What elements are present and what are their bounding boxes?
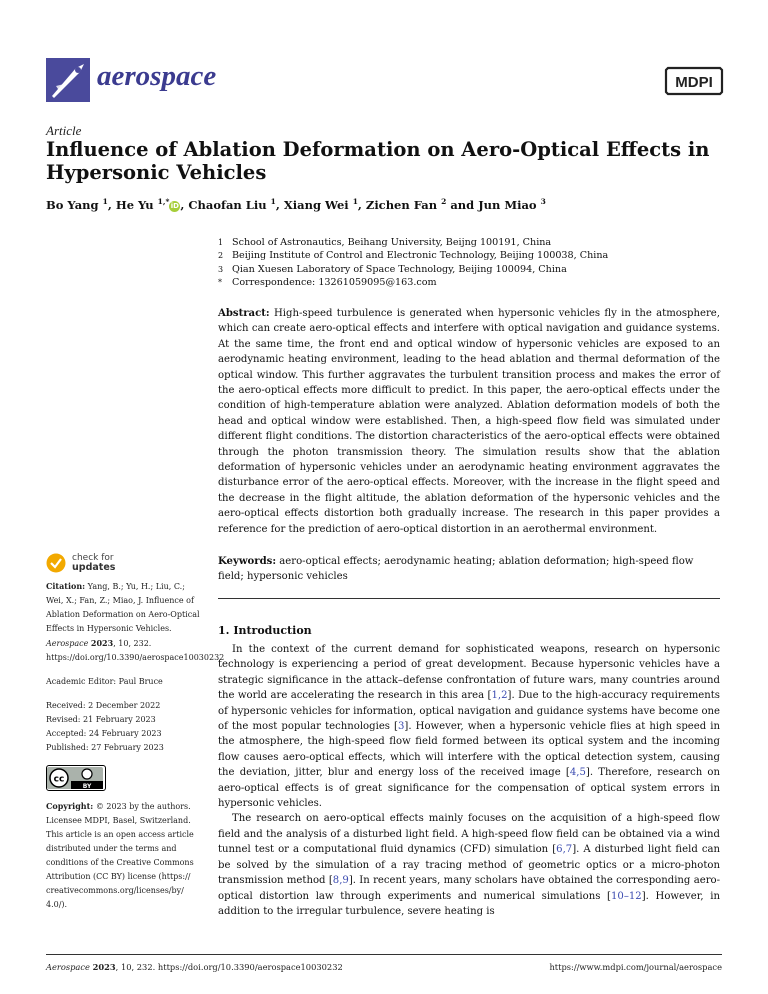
- published-date: Published: 27 February 2023: [46, 743, 164, 752]
- check-for-updates-button[interactable]: check for updates: [46, 553, 115, 573]
- author-name: Bo Yang: [46, 197, 99, 212]
- keywords: Keywords: aero-optical effects; aerodynamic heating; ablation deformation; high-speed flow field; hypersonic vehicles: [218, 556, 694, 583]
- reference-link[interactable]: 6,7: [556, 844, 573, 856]
- section-divider: [218, 598, 720, 599]
- revised-date: Revised: 21 February 2023: [46, 715, 156, 724]
- orcid-icon[interactable]: iD: [170, 201, 179, 210]
- paragraph-text: ]. However, in addition to the irregular turbulence, severe heating is: [218, 890, 720, 917]
- creative-commons-icon: [47, 767, 103, 789]
- reference-link[interactable]: 8,9: [332, 875, 349, 887]
- mdpi-logo-icon: [664, 66, 724, 96]
- author-name: He Yu: [115, 197, 154, 212]
- cc-by-license-badge[interactable]: [46, 765, 204, 791]
- svg-text:BY: BY: [82, 783, 92, 789]
- paragraph-text: ]. Due to the high-accuracy requirements of hypersonic vehicles for information, optical navigation and guidance systems have become one of the most popular technologies [: [218, 690, 720, 733]
- academic-editor: Academic Editor: Paul Bruce: [46, 677, 163, 686]
- section-heading: 1. Introduction: [218, 624, 312, 637]
- accepted-date: Accepted: 24 February 2023: [46, 729, 162, 738]
- author-name: Chaofan Liu: [188, 197, 267, 212]
- citation: Citation: Yang, B.; Yu, H.; Liu, C.; Wei, X.; Fan, Z.; Miao, J. Influence of Ablation Deformation on Aero-Optical Effects in Hypersonic Vehicles. Aerospace 2023, 10, 232. https://doi.org/10.3390/aerospace10030232: [46, 581, 225, 662]
- reference-link[interactable]: 3: [397, 721, 405, 733]
- sidebar-metadata: [46, 579, 225, 922]
- paragraph-text: ]. However, when a hypersonic vehicle flies at high speed in the atmosphere, the high-speed flow field formed between its optical system and the incoming flow causes aero-optical effects, which will interfere with the optical detection system, causing the deviation, jitter, blur and energy loss of the received image [: [218, 721, 720, 779]
- affiliations: 1 School of Astronautics, Beihang University, Beijng 100191, China 2 Beijing Institute of Control and Electronic Technology, Beijing 100038, China 3 Qian Xuesen Laboratory of Space Technology, Beijing 100094, China * Correspondence: 13261059095@163.com: [218, 237, 609, 288]
- abstract: Abstract: High-speed turbulence is generated when hypersonic vehicles fly in the atmosphere, which can create aero-optical effects and interfere with optical navigation and guidance systems. At the same time, the front end and optical window of hypersonic vehicles are exposed to an aerodynamic heating environment, leading to the head ablation and thermal deformation of the optical window. This further aggravates the turbulent transition process and makes the error of the aero-optical effects more difficult to predict. In this paper, the aero-optical effects under the condition of high-temperature ablation were analyzed. Ablation deformation models of both the head and optical window were established. Then, a high-speed flow field was simulated under different flight conditions. The distortion characteristics of the aero-optical effects were obtained through the photon transmission theory. The simulation results show that the ablation deformation of hypersonic vehicles under an aerodynamic heating environment aggravates the disturbance error of the aero-optical effects. Moreover, with the increase in the flight speed and the decrease in the flight altitude, the ablation deformation of the hypersonic vehicles and the aero-optical effects distortion both gradually increase. The research in this paper provides a reference for the prediction of aero-optical distortion in an aerothermal environment.: [218, 308, 720, 535]
- article-type: Article: [46, 123, 82, 138]
- paragraph: [218, 811, 720, 919]
- check-updates-icon: [46, 553, 66, 573]
- author-name: Zichen Fan: [365, 197, 438, 212]
- page-footer: [46, 962, 722, 972]
- footer-citation: Aerospace 2023, 10, 232. https://doi.org/10.3390/aerospace10030232: [46, 962, 343, 972]
- correspondence: Correspondence: 13261059095@163.com: [232, 276, 437, 288]
- affiliation: School of Astronautics, Beihang University, Beijng 100191, China: [232, 237, 552, 248]
- affiliation: Beijing Institute of Control and Electronic Technology, Beijing 100038, China: [232, 250, 609, 262]
- reference-link[interactable]: 4,5: [569, 767, 586, 779]
- received-date: Received: 2 December 2022: [46, 701, 161, 710]
- svg-text:cc: cc: [53, 774, 65, 785]
- publisher-name: MDPI: [675, 74, 713, 91]
- reference-link[interactable]: 10–12: [610, 890, 642, 902]
- author-list: Bo Yang $^1$, He Yu $^{1,*}$iD, Chaofan Liu $^1$, Xiang Wei $^1$, Zichen Fan $^2$ and Jun Miao $^3$: [46, 197, 546, 212]
- affiliation: Qian Xuesen Laboratory of Space Technology, Beijing 100094, China: [232, 263, 567, 275]
- footer-divider: [46, 954, 722, 955]
- paragraph-text: ]. In recent years, many scholars have obtained the corresponding aero-optical distortion law through experiments and numerical simulations [: [218, 875, 721, 902]
- aerospace-journal-logo-icon: [46, 58, 90, 102]
- copyright: Copyright: © 2023 by the authors. Licensee MDPI, Basel, Switzerland. This article is an open access article distributed under the terms and conditions of the Creative Commons Attribution (CC BY) license (https:// creativecommons.org/licenses/by/ 4.0/).: [46, 801, 194, 909]
- paragraph: [218, 642, 720, 811]
- paragraph-text: In the context of the current demand for sophisticated weapons, research on hypersonic technology is experiencing a period of great development. Because hypersonic vehicles have a strategic significance in the attack–defense confrontation of future wars, many countries around the world are accelerating the research in this area [: [218, 644, 720, 702]
- author-name: Jun Miao: [478, 197, 537, 212]
- section-body: [218, 642, 720, 919]
- paper-title: Influence of Ablation Deformation on Aero-Optical Effects in Hypersonic Vehicles: [46, 138, 710, 184]
- journal-name: aerospace: [97, 60, 217, 92]
- paragraph-text: The research on aero-optical effects mainly focuses on the acquisition of a high-speed flow field and the analysis of a disturbed light field. A high-speed flow field can be obtained via a wind tunnel test or a computational fluid dynamics (CFD) simulation [: [218, 813, 720, 856]
- reference-link[interactable]: 1,2: [491, 690, 508, 702]
- author-name: Xiang Wei: [283, 197, 349, 212]
- paragraph-text: ]. Therefore, research on aero-optical effects is of great significance for the compensation of optical system errors in hypersonic vehicles.: [218, 767, 720, 810]
- paragraph-text: ]. A disturbed light field can be solved by the simulation of a ray tracing method of geometric optics or a micro-photon transmission method [: [218, 844, 721, 887]
- footer-journal-link[interactable]: https://www.mdpi.com/journal/aerospace: [549, 962, 722, 972]
